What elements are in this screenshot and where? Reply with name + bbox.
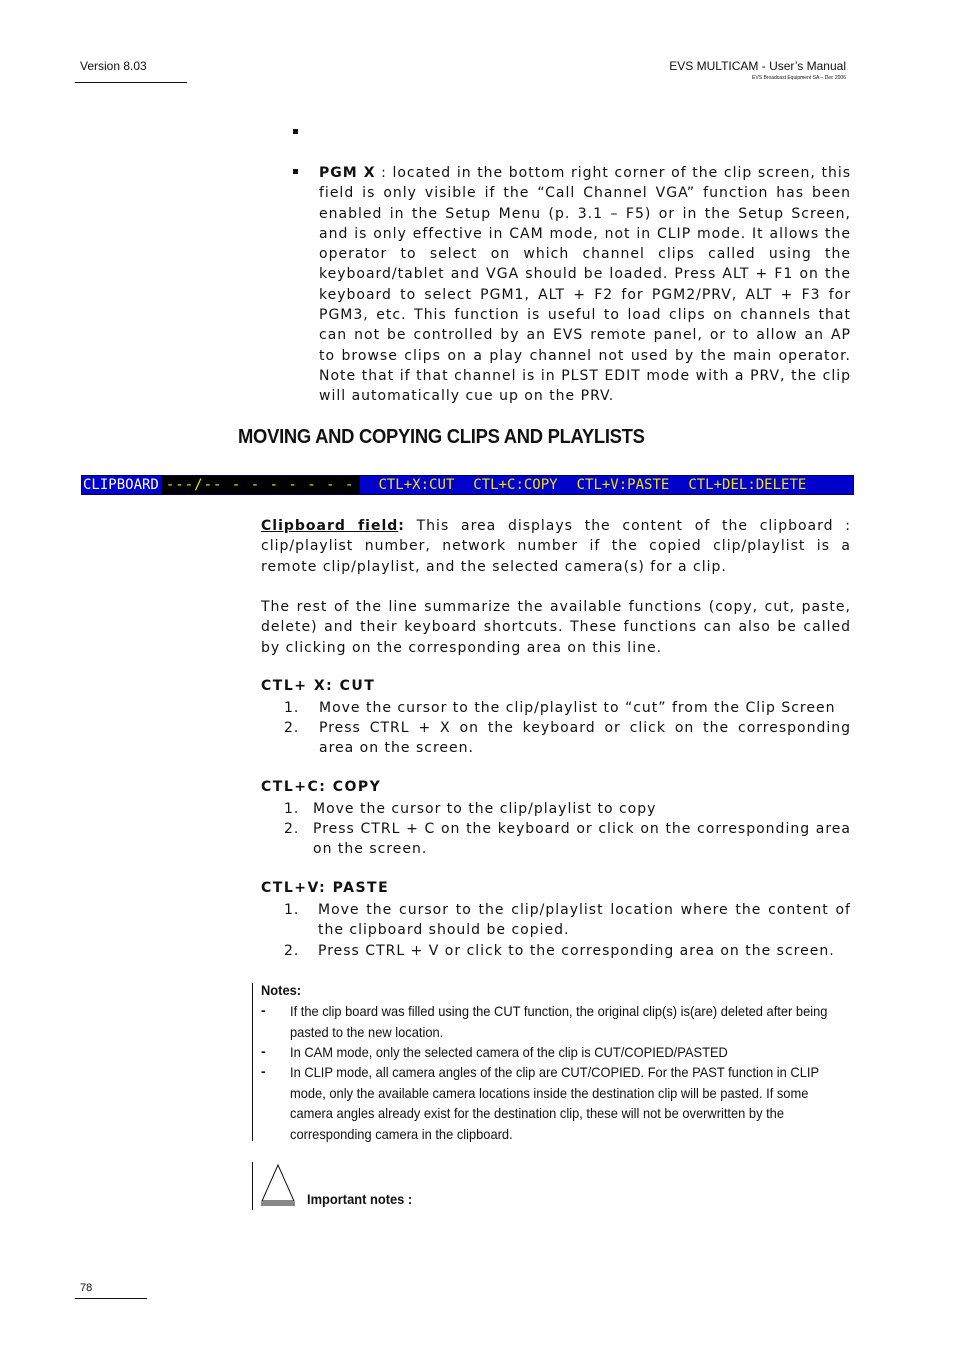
header-left-rule	[75, 82, 187, 83]
empty-bullet-icon	[293, 129, 298, 134]
note-dash: -	[261, 1043, 266, 1059]
copy-button[interactable]: CTL+C:COPY	[473, 477, 558, 493]
clipboard-bar	[81, 475, 854, 495]
notes-title: Notes:	[261, 982, 302, 998]
note-text: In CLIP mode, all camera angles of the clip are CUT/COPIED. For the PAST function in CLIP mode, only the available camera locations inside the destination clip will be pasted. If some camera angles already exist for the destination clip, these will not be overwritten by the corresponding camera in the clipboard.	[290, 1064, 819, 1142]
pgm-x-paragraph	[319, 163, 851, 407]
note-text: If the clip board was filled using the CUT function, the original clip(s) is(are) deleted after being pasted to the new location.	[290, 1003, 828, 1040]
list-number: 2.	[284, 821, 300, 837]
list-number: 2.	[284, 720, 300, 736]
list-number: 1.	[284, 700, 300, 716]
cut-button[interactable]: CTL+X:CUT	[378, 477, 455, 493]
list-text: Move the cursor to the clip/playlist to “cut” from the Clip Screen	[319, 700, 836, 716]
warning-triangle-icon	[259, 1163, 297, 1209]
section-title: MOVING AND COPYING CLIPS AND PLAYLISTS	[238, 426, 645, 448]
copy-heading: CTL+C: COPY	[261, 779, 382, 795]
list-text: Move the cursor to the clip/playlist location where the content of the clipboard should be copied.	[318, 902, 851, 939]
notes-sidebar-rule	[252, 983, 253, 1141]
list-text: Press CTRL + X on the keyboard or click on the corresponding area on the screen.	[319, 720, 851, 757]
pgm-bullet-icon	[293, 169, 298, 174]
list-text: Press CTRL + V or click to the corresponding area on the screen.	[318, 943, 835, 959]
list-number: 1.	[284, 801, 300, 817]
paste-heading: CTL+V: PASTE	[261, 880, 390, 896]
page-number: 78	[80, 1282, 93, 1294]
note-dash: -	[261, 1002, 266, 1018]
rest-paragraph: The rest of the line summarize the available functions (copy, cut, paste, delete) and their keyboard shortcuts. These functions can also be called by clicking on the corresponding area on this line.	[261, 599, 851, 656]
manual-subtitle: EVS Broadcast Equipment SA – Dec 2006	[752, 75, 846, 81]
important-sidebar-rule	[252, 1162, 253, 1210]
delete-button[interactable]: CTL+DEL:DELETE	[688, 477, 807, 493]
list-text: Press CTRL + C on the keyboard or click on the corresponding area on the screen.	[313, 821, 851, 858]
important-notes-label: Important notes :	[307, 1191, 413, 1207]
clipboard-label: CLIPBOARD	[82, 476, 162, 494]
list-number: 1.	[284, 902, 300, 918]
manual-title: EVS MULTICAM - User’s Manual	[669, 59, 846, 73]
clipboard-field-term: Clipboard field	[261, 518, 399, 534]
pgm-x-term: PGM X	[319, 165, 376, 181]
clipboard-field-paragraph	[261, 516, 851, 577]
version-label: Version 8.03	[80, 59, 147, 73]
footer-rule	[75, 1298, 147, 1299]
list-text: Move the cursor to the clip/playlist to copy	[313, 801, 657, 817]
clipboard-field[interactable]: ---/-- - - - - - - -	[162, 476, 361, 494]
note-dash: -	[261, 1063, 266, 1079]
note-text: In CAM mode, only the selected camera of the clip is CUT/COPIED/PASTED	[290, 1044, 728, 1060]
paste-button[interactable]: CTL+V:PASTE	[576, 477, 670, 493]
cut-heading: CTL+ X: CUT	[261, 678, 376, 694]
clipboard-field-colon: :	[398, 518, 405, 534]
pgm-x-description: : located in the bottom right corner of the clip screen, this field is only visible if the “Call Channel VGA” function has been enabled in the Setup Menu (p. 3.1 – F5) or in the Setup Screen, and is only effective in CAM mode, not in CLIP mode. It allows the operator to select on which channel clips called using the keyboard/tablet and VGA should be loaded. Press ALT + F1 on the keyboard to select PGM1, ALT + F2 for PGM2/PRV, ALT + F3 for PGM3, etc. This function is useful to load clips on channels that can not be controlled by an EVS remote panel, or to allow an AP to browse clips on a play channel not used by the main operator. Note that if that channel is in PLST EDIT mode with a PRV, the clip will automatically cue up on the PRV.	[319, 165, 851, 405]
clipboard-field-description: This area displays the content of the clipboard : clip/playlist number, network number if the copied clip/playlist is a remote clip/playlist, and the selected camera(s) for a clip.	[261, 518, 851, 575]
list-number: 2.	[284, 943, 300, 959]
